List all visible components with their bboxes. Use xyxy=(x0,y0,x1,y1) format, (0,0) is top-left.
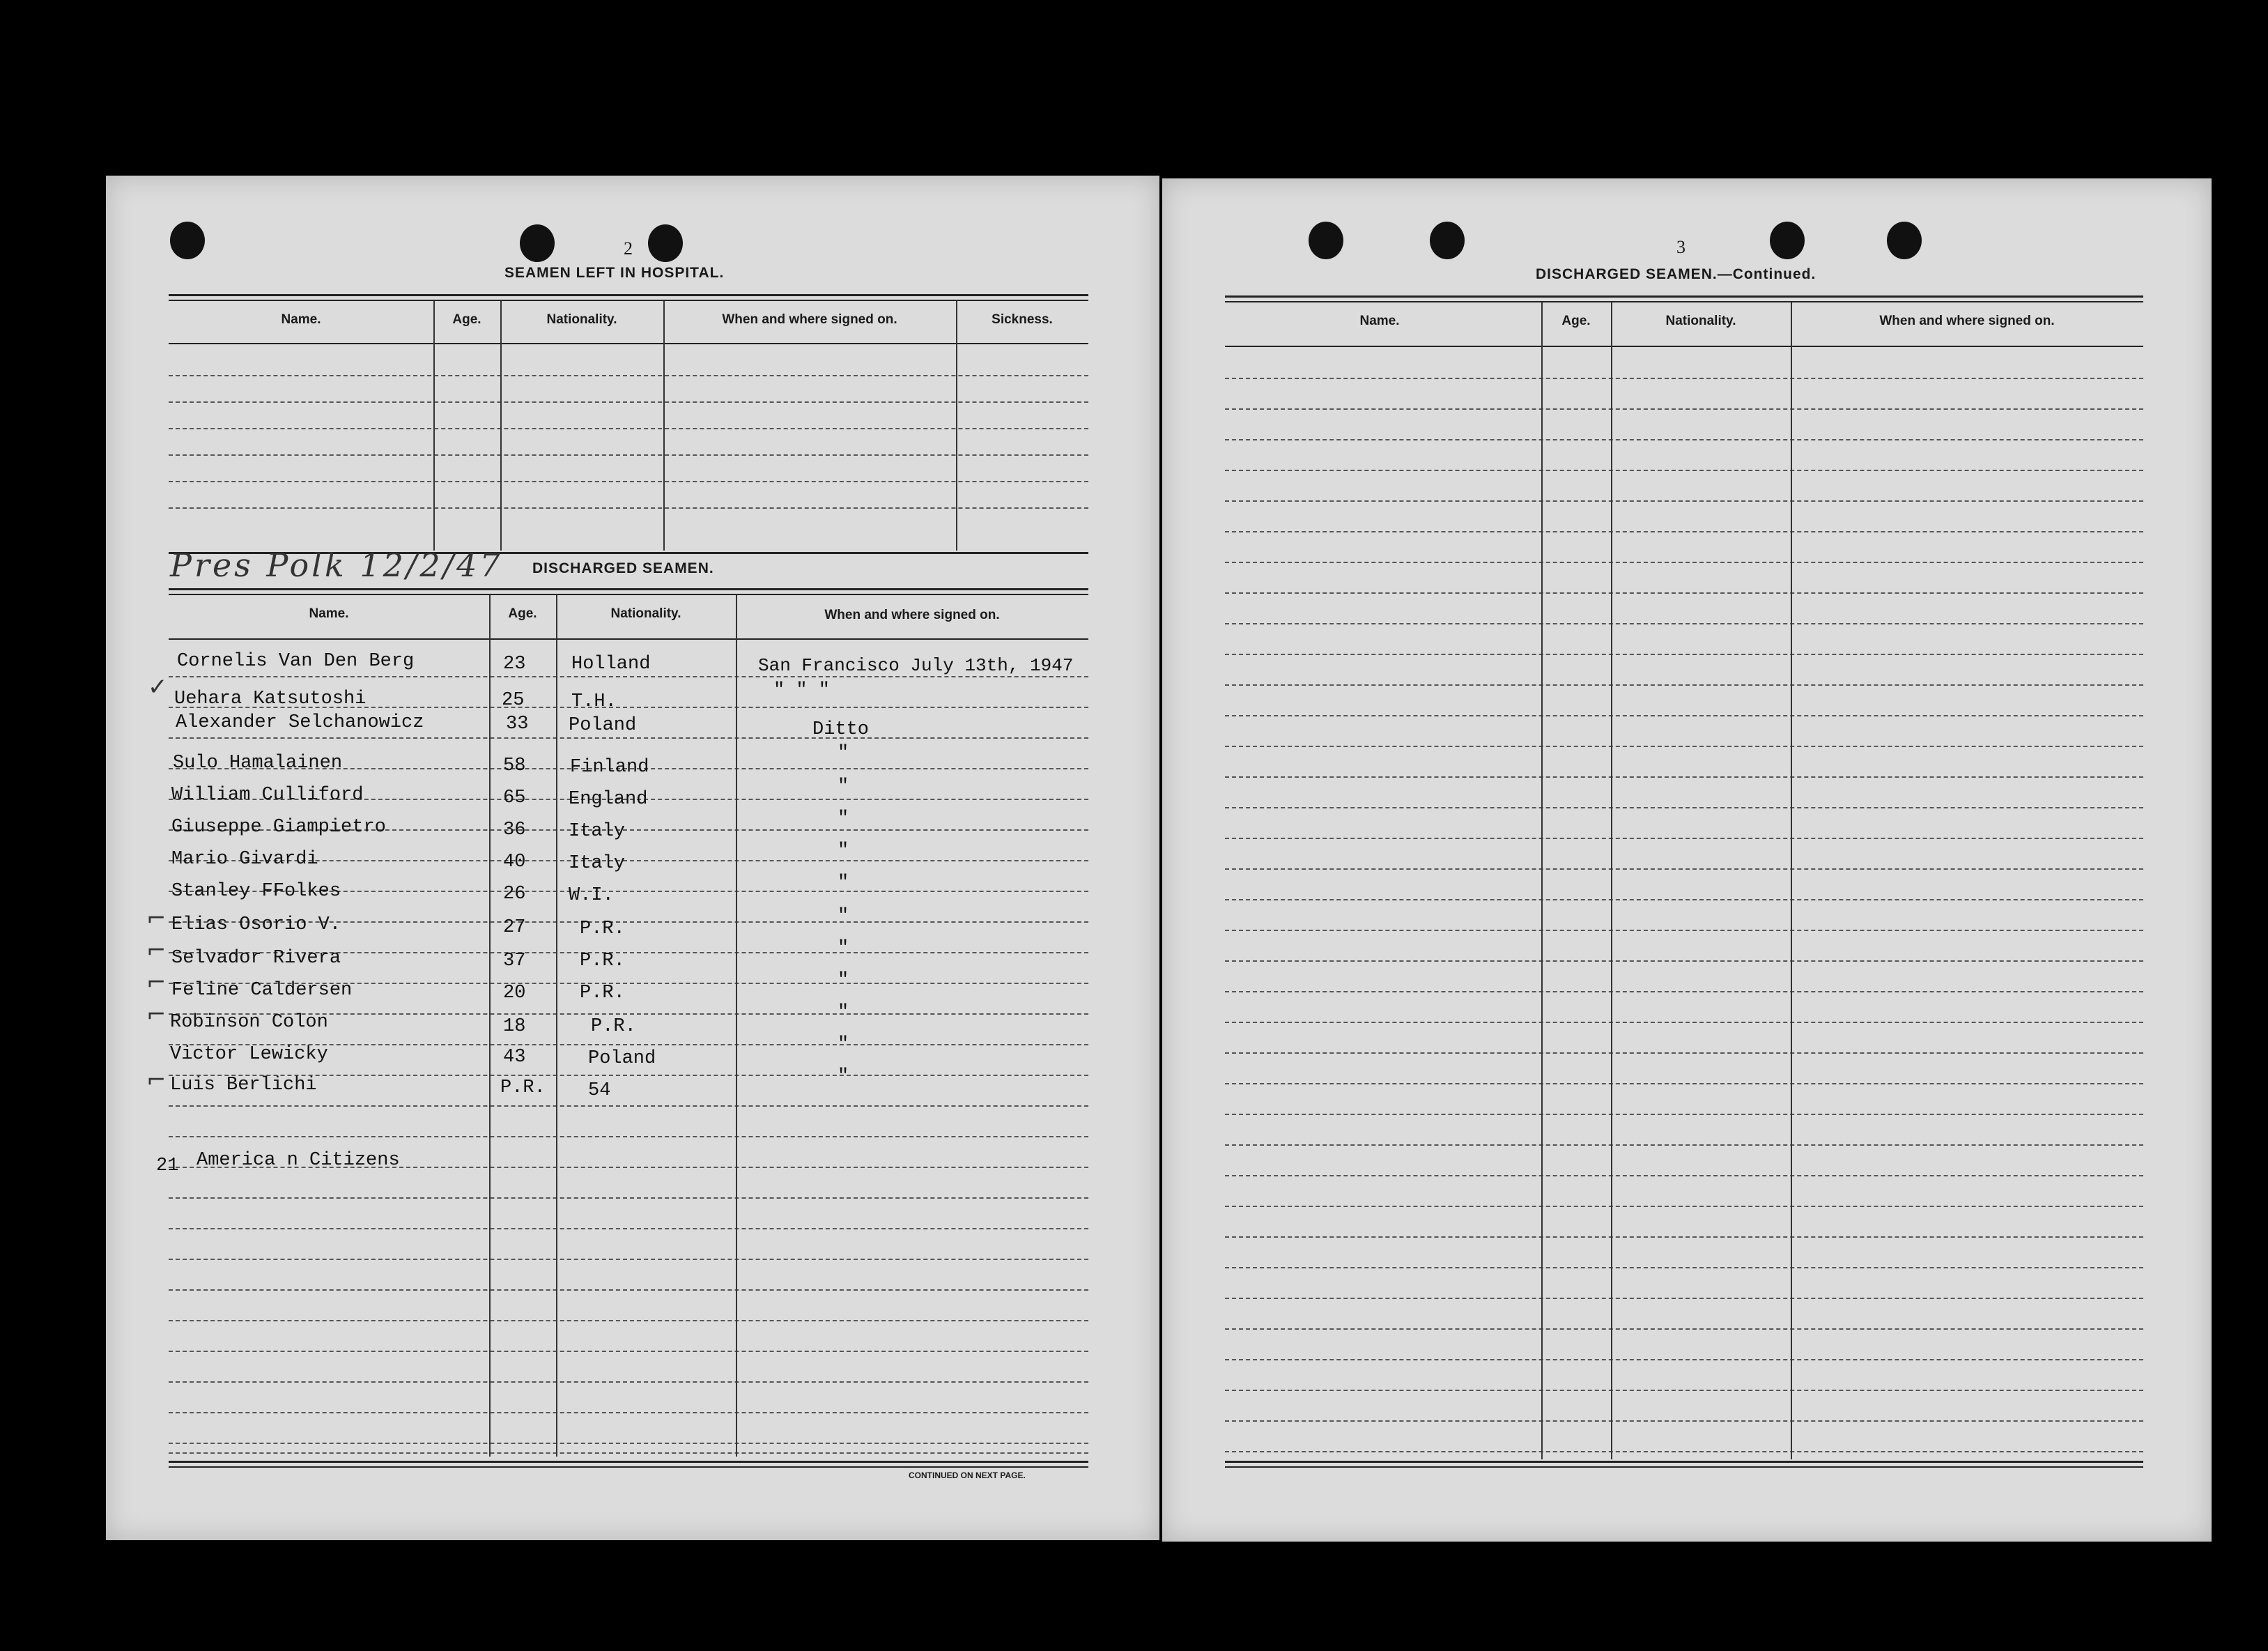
dotted-rule xyxy=(1225,1420,2143,1422)
row-name: Giuseppe Giampietro xyxy=(171,817,386,838)
row-age: 18 xyxy=(503,1016,526,1037)
row-signed-on: " xyxy=(838,873,849,893)
row-age: 36 xyxy=(503,820,526,840)
rule xyxy=(169,294,1088,296)
row-signed-on: " xyxy=(838,808,849,829)
dotted-rule xyxy=(1225,899,2143,900)
dotted-rule xyxy=(1225,684,2143,686)
col-divider xyxy=(433,301,435,551)
row-name: William Culliford xyxy=(171,785,364,806)
left-page xyxy=(106,176,1159,1540)
col-divider xyxy=(1791,302,1792,1459)
dotted-rule xyxy=(169,454,1088,456)
dotted-rule xyxy=(169,428,1088,429)
rule xyxy=(1225,1466,2143,1468)
row-age: 40 xyxy=(503,852,526,873)
check-mark: ⌐ xyxy=(146,1001,167,1029)
col-nationality: Nationality. xyxy=(1665,314,1736,328)
row-nationality: Italy xyxy=(569,821,626,842)
dotted-rule xyxy=(169,401,1088,403)
dotted-rule xyxy=(169,1351,1088,1352)
dotted-rule xyxy=(1225,1052,2143,1054)
row-nationality: 54 xyxy=(588,1080,611,1101)
dotted-rule xyxy=(1225,439,2143,440)
dotted-rule xyxy=(1225,408,2143,410)
col-signed-on: When and where signed on. xyxy=(824,608,1000,622)
dotted-rule xyxy=(1225,1267,2143,1268)
dotted-rule xyxy=(169,1259,1088,1260)
row-name: Feline Caldersen xyxy=(171,980,353,1001)
summary-count: 21 xyxy=(156,1155,179,1176)
row-name: Luis Berlichi xyxy=(170,1075,317,1096)
row-age: 37 xyxy=(503,951,526,972)
row-age: 33 xyxy=(506,714,529,735)
row-age: 20 xyxy=(503,983,526,1004)
row-nationality: P.R. xyxy=(580,983,625,1004)
rule xyxy=(169,300,1088,301)
dotted-rule xyxy=(169,1105,1088,1107)
rule xyxy=(169,1466,1088,1468)
row-age: 43 xyxy=(503,1047,526,1068)
row-nationality: P.R. xyxy=(580,951,625,972)
row-nationality: Poland xyxy=(588,1048,656,1069)
row-age: 25 xyxy=(502,690,525,711)
col-sickness: Sickness. xyxy=(992,312,1053,327)
dotted-rule xyxy=(1225,715,2143,716)
hospital-heading: SEAMEN LEFT IN HOSPITAL. xyxy=(504,265,725,281)
col-divider xyxy=(663,301,665,551)
row-nationality: Holland xyxy=(571,654,651,675)
dotted-rule xyxy=(1225,868,2143,870)
col-age: Age. xyxy=(508,606,537,621)
page-number: 2 xyxy=(624,238,633,259)
punch-hole xyxy=(648,224,683,262)
dotted-rule xyxy=(169,481,1088,482)
dotted-rule xyxy=(1225,1298,2143,1299)
dotted-rule xyxy=(1225,1114,2143,1115)
row-nationality: Poland xyxy=(569,715,637,736)
dotted-rule xyxy=(1225,930,2143,931)
handwritten-note: Pres Polk 12/2/47 xyxy=(170,546,503,584)
dotted-rule xyxy=(1225,960,2143,962)
dotted-rule xyxy=(1225,807,2143,808)
right-page xyxy=(1162,178,2212,1542)
dotted-rule xyxy=(1225,776,2143,778)
row-nationality: P.R. xyxy=(580,919,625,939)
row-signed-on: " xyxy=(838,743,849,764)
dotted-rule xyxy=(169,1381,1088,1383)
dotted-rule xyxy=(169,507,1088,509)
dotted-rule xyxy=(169,1289,1088,1291)
check-mark: ✓ xyxy=(148,673,168,701)
row-name: Alexander Selchanowicz xyxy=(176,712,424,733)
row-age: 27 xyxy=(503,917,526,938)
rule xyxy=(169,638,1088,640)
col-divider xyxy=(1611,302,1612,1459)
col-signed-on: When and where signed on. xyxy=(1879,314,2055,328)
row-signed-on: " xyxy=(838,776,849,797)
rule xyxy=(1225,1461,2143,1463)
dotted-rule xyxy=(1225,1359,2143,1360)
dotted-rule xyxy=(1225,1206,2143,1207)
dotted-rule xyxy=(1225,623,2143,624)
rule xyxy=(169,1461,1088,1463)
dotted-rule xyxy=(1225,654,2143,655)
dotted-rule xyxy=(169,1197,1088,1199)
dotted-rule xyxy=(169,737,1088,739)
dotted-rule xyxy=(169,1228,1088,1229)
row-age: 23 xyxy=(503,654,526,675)
punch-hole xyxy=(1770,222,1805,259)
row-name: Selvador Rivera xyxy=(171,948,341,969)
col-divider xyxy=(500,301,502,551)
dotted-rule xyxy=(1225,991,2143,992)
row-nationality: Italy xyxy=(569,853,626,874)
row-nationality: England xyxy=(569,789,648,810)
col-divider xyxy=(489,595,491,1457)
dotted-rule xyxy=(1225,1328,2143,1330)
dotted-rule xyxy=(1225,592,2143,594)
dotted-rule xyxy=(169,676,1088,677)
check-mark: ⌐ xyxy=(146,1066,167,1094)
dotted-rule xyxy=(1225,1083,2143,1084)
row-nationality: Finland xyxy=(570,757,649,778)
row-signed-on: " xyxy=(838,906,849,927)
col-divider xyxy=(736,595,737,1457)
dotted-rule xyxy=(1225,1175,2143,1176)
row-age: P.R. xyxy=(500,1077,546,1098)
row-signed-on: " xyxy=(838,840,849,861)
check-mark: ⌐ xyxy=(146,969,167,997)
col-divider xyxy=(1541,302,1543,1459)
row-name: Stanley FFolkes xyxy=(171,881,341,902)
row-name: Mario Givardi xyxy=(171,849,318,870)
row-nationality: T.H. xyxy=(571,691,617,712)
punch-hole xyxy=(1309,222,1343,259)
col-age: Age. xyxy=(452,312,481,327)
col-name: Name. xyxy=(281,312,321,327)
dotted-rule xyxy=(169,1452,1088,1454)
dotted-rule xyxy=(1225,1236,2143,1238)
row-nationality: P.R. xyxy=(591,1016,636,1037)
page-number: 3 xyxy=(1676,237,1685,257)
col-nationality: Nationality. xyxy=(546,312,617,327)
row-nationality: W.I. xyxy=(569,885,614,906)
row-signed-on: Ditto xyxy=(812,719,870,740)
rule xyxy=(169,343,1088,344)
summary-text: America n Citizens xyxy=(196,1150,400,1171)
row-name: Victor Lewicky xyxy=(170,1044,328,1065)
dotted-rule xyxy=(1225,1022,2143,1023)
dotted-rule xyxy=(169,1443,1088,1444)
row-signed-on: " xyxy=(838,1066,849,1087)
rule xyxy=(1225,346,2143,347)
row-signed-on: " xyxy=(838,938,849,959)
row-name: Robinson Colon xyxy=(170,1012,328,1033)
col-name: Name. xyxy=(1359,314,1400,328)
row-signed-on: " xyxy=(838,1002,849,1023)
row-name: Elias Osorio V. xyxy=(171,914,341,935)
row-signed-on: " xyxy=(838,970,849,991)
col-divider xyxy=(956,301,957,551)
dotted-rule xyxy=(1225,746,2143,747)
check-mark: ⌐ xyxy=(146,937,167,965)
rule xyxy=(1225,295,2143,298)
dotted-rule xyxy=(1225,1451,2143,1452)
check-mark: ⌐ xyxy=(146,905,167,932)
row-name: Cornelis Van Den Berg xyxy=(177,651,415,672)
dotted-rule xyxy=(1225,562,2143,563)
col-signed-on: When and where signed on. xyxy=(722,312,897,327)
dotted-rule xyxy=(1225,500,2143,502)
rule xyxy=(169,588,1088,590)
rule xyxy=(169,594,1088,595)
dotted-rule xyxy=(169,1136,1088,1137)
col-age: Age. xyxy=(1561,314,1591,328)
punch-hole xyxy=(170,222,205,259)
col-divider xyxy=(556,595,557,1457)
row-name: Sulo Hamalainen xyxy=(173,753,343,774)
punch-hole xyxy=(1430,222,1465,259)
row-signed-on: San Francisco July 13th, 1947 xyxy=(758,655,1074,676)
row-signed-on: " " " xyxy=(773,680,831,701)
dotted-rule xyxy=(1225,838,2143,839)
dotted-rule xyxy=(1225,531,2143,532)
continued-footer: CONTINUED ON NEXT PAGE. xyxy=(909,1470,1026,1480)
punch-hole xyxy=(1887,222,1922,259)
col-name: Name. xyxy=(309,606,349,621)
discharged-heading: DISCHARGED SEAMEN. xyxy=(532,560,714,576)
dotted-rule xyxy=(169,1412,1088,1413)
discharged-continued-heading: DISCHARGED SEAMEN.—Continued. xyxy=(1536,266,1816,282)
dotted-rule xyxy=(1225,1144,2143,1146)
row-name: Uehara Katsutoshi xyxy=(174,689,367,709)
rule xyxy=(1225,301,2143,302)
dotted-rule xyxy=(1225,378,2143,379)
dotted-rule xyxy=(169,375,1088,376)
dotted-rule xyxy=(1225,470,2143,471)
col-nationality: Nationality. xyxy=(610,606,681,621)
row-age: 58 xyxy=(503,755,526,776)
dotted-rule xyxy=(169,1320,1088,1321)
punch-hole xyxy=(520,224,555,262)
row-signed-on: " xyxy=(838,1034,849,1055)
row-age: 26 xyxy=(503,884,526,905)
row-age: 65 xyxy=(503,788,526,808)
dotted-rule xyxy=(1225,1390,2143,1391)
